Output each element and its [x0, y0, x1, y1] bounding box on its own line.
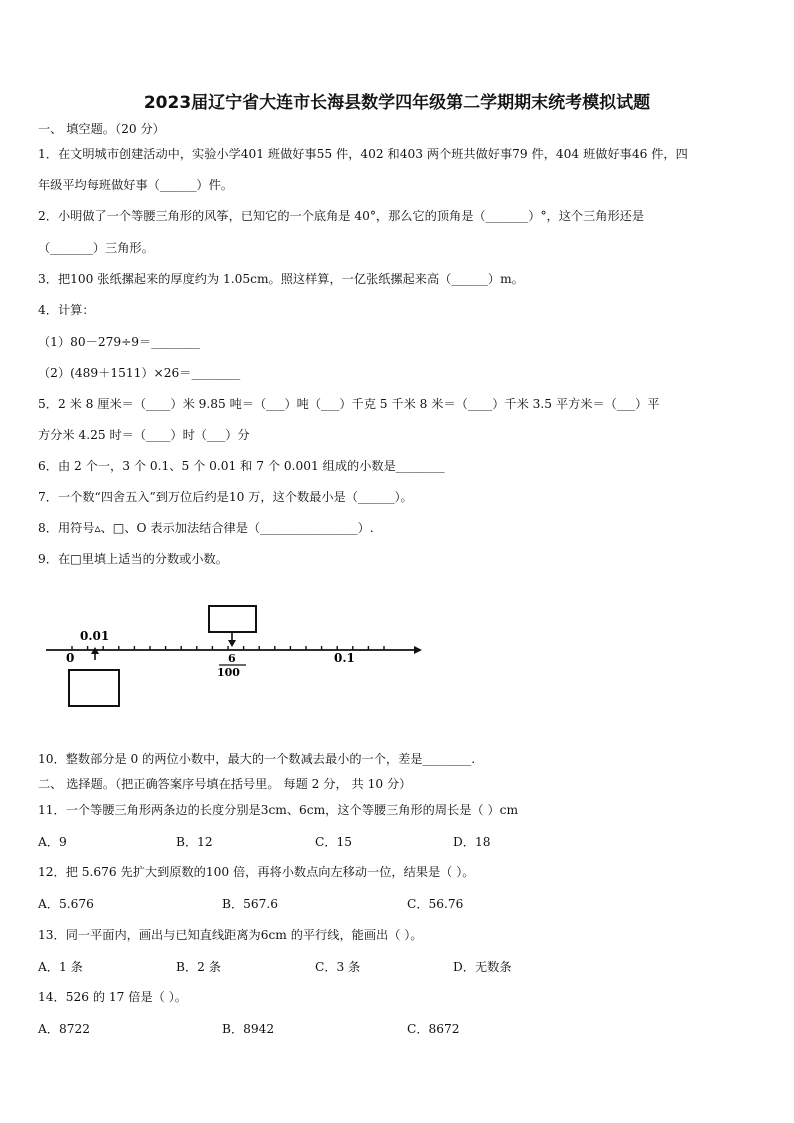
- fraction-denominator: 100: [217, 666, 240, 679]
- q12-option-a: A．5.676: [38, 897, 94, 911]
- tick-label-0: 0: [66, 651, 75, 665]
- q13-option-d: D．无数条: [453, 960, 512, 974]
- q12-option-c: C．56.76: [407, 897, 464, 911]
- q14-option-a: A．8722: [38, 1022, 91, 1036]
- question-4-part-1: （1）80－279÷9＝________: [38, 335, 200, 349]
- q11-option-d: D．18: [453, 835, 491, 849]
- fraction-numerator: 6: [228, 652, 236, 665]
- section-1-heading: 一、 填空题。（20 分）: [38, 122, 165, 136]
- number-line-arrowhead: [414, 646, 422, 654]
- question-8: 8．用符号▵、□、O 表示加法结合律是（________________）.: [38, 521, 374, 535]
- question-10: 10．整数部分是 0 的两位小数中，最大的一个数减去最小的一个，差是________.: [38, 752, 476, 766]
- question-5-line-1: 5．2 米 8 厘米＝（____）米 9.85 吨＝（___）吨（___）千克 5 千米 8 米＝（____）千米 3.5 平方米＝（___）平: [38, 397, 660, 411]
- question-4-part-2: （2）(489＋1511）×26＝________: [38, 366, 241, 380]
- question-4-label: 4．计算：: [38, 303, 95, 317]
- question-1-line-1: 1．在文明城市创建活动中，实验小学401 班做好事55 件，402 和403 两个班共做好事79 件，404 班做好事46 件，四: [38, 147, 688, 161]
- q11-option-b: B．12: [176, 835, 213, 849]
- exam-title: 2023届辽宁省大连市长海县数学四年级第二学期期末统考模拟试题: [143, 93, 651, 113]
- q13-option-c: C．3 条: [315, 960, 361, 974]
- q12-option-b: B．567.6: [222, 897, 279, 911]
- number-line-ticks: [72, 646, 384, 650]
- question-2-line-1: 2．小明做了一个等腰三角形的风筝，已知它的一个底角是 40°，那么它的顶角是（_______）°，这个三角形还是: [38, 209, 645, 223]
- question-13: 13．同一平面内，画出与已知直线距离为6cm 的平行线，能画出（ ）。: [38, 928, 423, 942]
- question-9: 9．在□里填上适当的分数或小数。: [38, 552, 228, 566]
- tick-label-0-01: 0.01: [80, 629, 110, 643]
- question-7: 7．一个数“四舍五入”到万位后约是10 万，这个数最小是（______）。: [38, 490, 413, 504]
- question-1-line-2: 年级平均每班做好事（______）件。: [38, 178, 233, 192]
- answer-box-top: [209, 606, 256, 632]
- tick-label-0-1: 0.1: [334, 651, 355, 665]
- question-11: 11．一个等腰三角形两条边的长度分别是3cm、6cm，这个等腰三角形的周长是（ ）cm: [38, 803, 519, 817]
- section-2-heading: 二、 选择题。（把正确答案序号填在括号里。 每题 2 分， 共 10 分）: [38, 777, 412, 791]
- question-5-line-2: 方分米 4.25 时＝（____）时（___）分: [38, 428, 250, 442]
- q14-option-b: B．8942: [222, 1022, 275, 1036]
- question-6: 6．由 2 个一，3 个 0.1、5 个 0.01 和 7 个 0.001 组成的小数是________: [38, 459, 445, 473]
- q14-option-c: C．8672: [407, 1022, 460, 1036]
- q11-option-a: A．9: [38, 835, 67, 849]
- q11-option-c: C．15: [315, 835, 353, 849]
- arrow-down-head: [228, 640, 236, 647]
- question-14: 14．526 的 17 倍是（ ）。: [38, 990, 187, 1004]
- question-3: 3．把100 张纸摞起来的厚度约为 1.05cm。照这样算，一亿张纸摞起来高（______）m。: [38, 272, 524, 286]
- q13-option-a: A．1 条: [38, 960, 83, 974]
- number-line-figure: [40, 598, 430, 708]
- question-2-line-2: （_______）三角形。: [38, 241, 154, 255]
- answer-box-bottom: [69, 670, 119, 706]
- q13-option-b: B．2 条: [176, 960, 221, 974]
- question-12: 12．把 5.676 先扩大到原数的100 倍，再将小数点向左移动一位，结果是（ ）。: [38, 865, 475, 879]
